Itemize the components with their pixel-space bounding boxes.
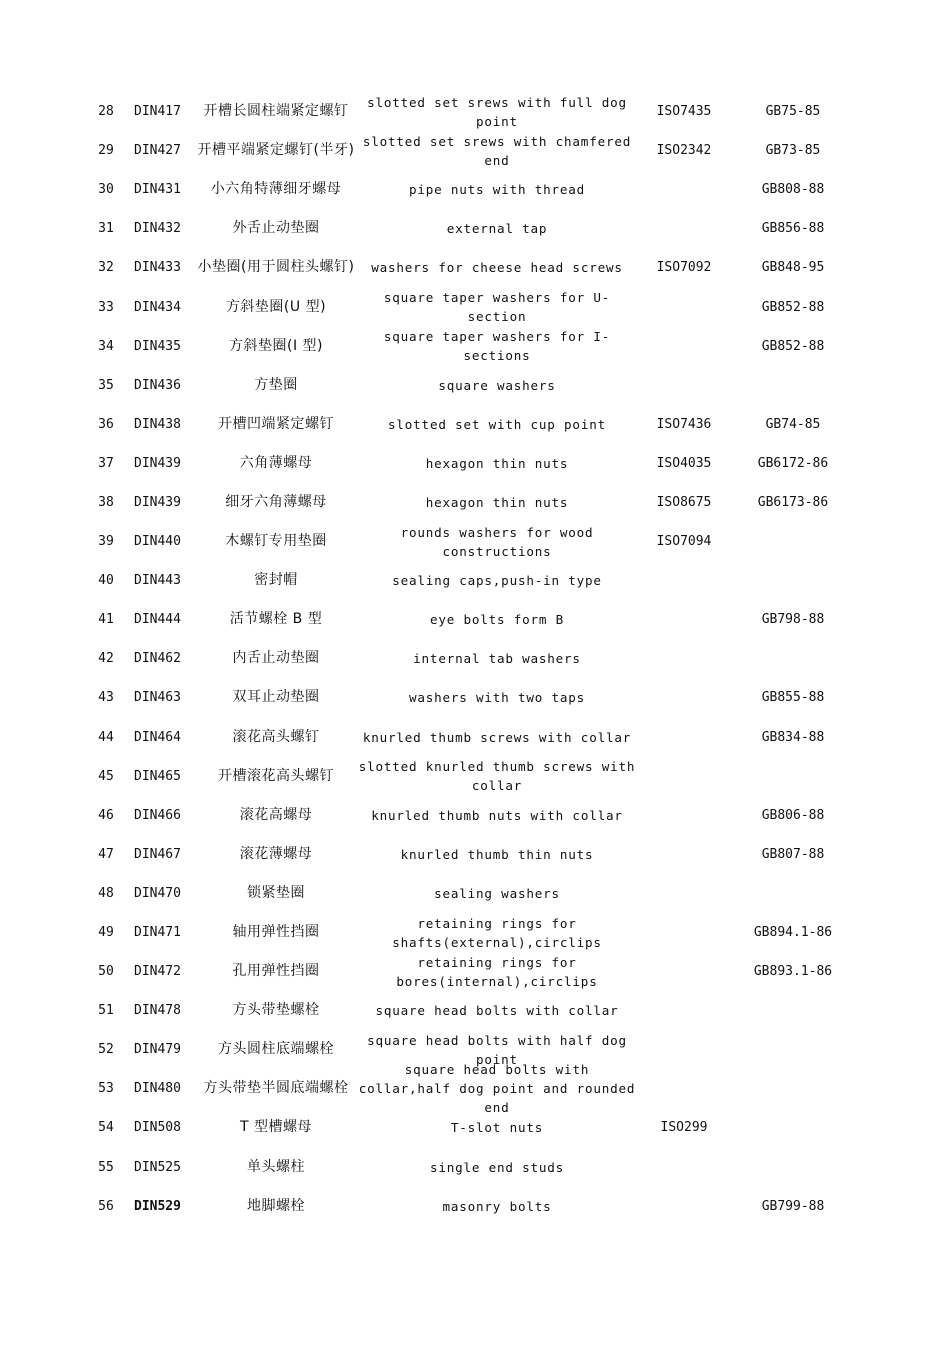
row-number: 29	[98, 143, 114, 159]
gb-code: GB6173-86	[757, 494, 829, 510]
din-code: DIN440	[134, 534, 181, 550]
din-code: DIN525	[134, 1159, 181, 1175]
row-number: 42	[98, 651, 114, 667]
din-code: DIN464	[134, 729, 181, 745]
din-code: DIN439	[134, 494, 181, 510]
english-name: washers with two taps	[408, 690, 586, 706]
chinese-name: 方头圆柱底端螺栓	[218, 1041, 334, 1058]
iso-code: ISO7092	[656, 260, 712, 276]
row-number: 51	[98, 1003, 114, 1019]
table-row	[88, 248, 858, 287]
table-row	[88, 287, 858, 326]
table-row	[88, 835, 858, 874]
din-code: DIN467	[134, 846, 181, 862]
table-row	[88, 1148, 858, 1187]
row-number: 48	[98, 885, 114, 901]
din-code: DIN438	[134, 416, 181, 432]
row-number: 45	[98, 768, 114, 784]
din-code: DIN433	[134, 260, 181, 276]
din-code: DIN443	[134, 573, 181, 589]
chinese-name: 滚花薄螺母	[239, 845, 313, 862]
chinese-name: 开槽平端紧定螺钉(半牙)	[197, 142, 355, 159]
table-row	[88, 366, 858, 405]
table-row	[88, 600, 858, 639]
gb-code: GB852-88	[761, 338, 825, 354]
table-row	[88, 757, 858, 796]
table-row	[88, 991, 858, 1030]
english-name: knurled thumb thin nuts	[400, 846, 594, 862]
row-number: 37	[98, 455, 114, 471]
row-number: 30	[98, 182, 114, 198]
chinese-name: 方垫圈	[254, 376, 298, 393]
gb-code: GB855-88	[761, 690, 825, 706]
english-name: slotted set srews with chamfered end	[362, 133, 640, 168]
english-name: retaining rings for bores(internal),circlips	[396, 954, 598, 989]
english-name: square taper washers for I-sections	[383, 329, 611, 364]
din-code: DIN432	[134, 221, 181, 237]
english-name: square taper washers for U-section	[383, 290, 611, 325]
english-name: slotted set with cup point	[388, 416, 606, 432]
chinese-name: 双耳止动垫圈	[232, 689, 320, 706]
chinese-name: 锁紧垫圈	[247, 884, 305, 901]
gb-code: GB894.1-86	[753, 925, 833, 941]
table-row	[88, 483, 858, 522]
row-number: 28	[98, 104, 114, 120]
din-code: DIN436	[134, 377, 181, 393]
chinese-name: 外舌止动垫圈	[232, 220, 320, 237]
table-row	[88, 209, 858, 248]
table-row	[88, 718, 858, 757]
english-name: sealing caps,push-in type	[392, 573, 602, 589]
iso-code: ISO8675	[656, 494, 712, 510]
gb-code: GB834-88	[761, 729, 825, 745]
din-code: DIN463	[134, 690, 181, 706]
din-code: DIN478	[134, 1003, 181, 1019]
row-number: 34	[98, 338, 114, 354]
din-code: DIN529	[134, 1198, 181, 1214]
chinese-name: 开槽长圆柱端紧定螺钉	[203, 103, 349, 120]
chinese-name: 小六角特薄细牙螺母	[210, 181, 342, 198]
row-number: 38	[98, 494, 114, 510]
iso-code: ISO7435	[656, 104, 712, 120]
english-name: knurled thumb screws with collar	[362, 729, 632, 745]
table-row	[88, 1062, 858, 1116]
din-code: DIN472	[134, 964, 181, 980]
english-name: masonry bolts	[442, 1198, 552, 1214]
gb-code: GB6172-86	[757, 455, 829, 471]
english-name: slotted set srews with full dog point	[367, 94, 636, 129]
din-code: DIN466	[134, 807, 181, 823]
gb-code: GB893.1-86	[753, 964, 833, 980]
chinese-name: 滚花高头螺钉	[232, 728, 320, 745]
table-row	[88, 170, 858, 209]
row-number: 47	[98, 846, 114, 862]
chinese-name: 开槽滚花高头螺钉	[218, 767, 334, 784]
table-row	[88, 405, 858, 444]
english-name: internal tab washers	[413, 651, 581, 667]
table-row	[88, 874, 858, 913]
english-name: retaining rings for shafts(external),circlips	[392, 915, 602, 950]
din-code: DIN471	[134, 925, 181, 941]
chinese-name: 单头螺柱	[247, 1158, 305, 1175]
row-number: 43	[98, 690, 114, 706]
english-name: rounds washers for wood constructions	[400, 524, 602, 559]
row-number: 39	[98, 534, 114, 550]
din-code: DIN431	[134, 182, 181, 198]
chinese-name: 六角薄螺母	[239, 454, 313, 471]
din-code: DIN444	[134, 612, 181, 628]
din-code: DIN470	[134, 885, 181, 901]
chinese-name: 内舌止动垫圈	[232, 650, 320, 667]
row-number: 50	[98, 964, 114, 980]
table-row	[88, 796, 858, 835]
english-name: T-slot nuts	[450, 1120, 544, 1136]
row-number: 56	[98, 1198, 114, 1214]
gb-code: GB848-95	[761, 260, 825, 276]
table-row	[88, 913, 858, 952]
gb-code: GB75-85	[765, 104, 821, 120]
english-name: pipe nuts with thread	[408, 182, 586, 198]
gb-code: GB856-88	[761, 221, 825, 237]
iso-code: ISO2342	[656, 143, 712, 159]
din-code: DIN479	[134, 1042, 181, 1058]
row-number: 46	[98, 807, 114, 823]
chinese-name: 方头带垫半圆底端螺栓	[203, 1080, 349, 1097]
chinese-name: 滚花高螺母	[239, 806, 313, 823]
chinese-name: 孔用弹性挡圈	[232, 963, 320, 980]
chinese-name: T 型槽螺母	[239, 1119, 312, 1136]
table-row	[88, 952, 858, 991]
row-number: 41	[98, 612, 114, 628]
table-row	[88, 522, 858, 561]
table-row	[88, 92, 858, 131]
din-code: DIN434	[134, 299, 181, 315]
row-number: 40	[98, 573, 114, 589]
table-row	[88, 131, 858, 170]
gb-code: GB852-88	[761, 299, 825, 315]
chinese-name: 密封帽	[254, 572, 298, 589]
iso-code: ISO7094	[656, 534, 712, 550]
gb-code: GB806-88	[761, 807, 825, 823]
gb-code: GB799-88	[761, 1198, 825, 1214]
english-name: external tap	[446, 221, 548, 237]
din-code: DIN480	[134, 1081, 181, 1097]
row-number: 31	[98, 221, 114, 237]
table-row	[88, 1187, 858, 1226]
gb-code: GB807-88	[761, 846, 825, 862]
chinese-name: 细牙六角薄螺母	[225, 493, 327, 510]
english-name: single end studs	[429, 1159, 565, 1175]
gb-code: GB74-85	[765, 416, 821, 432]
row-number: 44	[98, 729, 114, 745]
english-name: hexagon thin nuts	[425, 455, 569, 471]
chinese-name: 活节螺栓 B 型	[229, 611, 323, 628]
iso-code: ISO4035	[656, 455, 712, 471]
chinese-name: 开槽凹端紧定螺钉	[218, 415, 334, 432]
english-name: hexagon thin nuts	[425, 494, 569, 510]
chinese-name: 木螺钉专用垫圈	[225, 533, 327, 550]
din-code: DIN462	[134, 651, 181, 667]
din-code: DIN439	[134, 455, 181, 471]
english-name: slotted knurled thumb screws with collar	[358, 759, 644, 794]
row-number: 55	[98, 1159, 114, 1175]
table-row	[88, 678, 858, 717]
english-name: square washers	[438, 377, 556, 393]
row-number: 35	[98, 377, 114, 393]
iso-code: ISO7436	[656, 416, 712, 432]
table-row	[88, 639, 858, 678]
row-number: 32	[98, 260, 114, 276]
chinese-name: 方斜垫圈(I 型)	[228, 337, 323, 354]
chinese-name: 方头带垫螺栓	[232, 1002, 320, 1019]
english-name: washers for cheese head screws	[371, 260, 623, 276]
english-name: eye bolts form B	[429, 612, 565, 628]
row-number: 49	[98, 925, 114, 941]
english-name: square head bolts with half dog point	[367, 1032, 636, 1067]
gb-code: GB73-85	[765, 143, 821, 159]
english-name: square head bolts with collar	[375, 1003, 619, 1019]
english-name: knurled thumb nuts with collar	[371, 807, 623, 823]
chinese-name: 轴用弹性挡圈	[232, 924, 320, 941]
row-number: 33	[98, 299, 114, 315]
gb-code: GB808-88	[761, 182, 825, 198]
din-code: DIN465	[134, 768, 181, 784]
row-number: 36	[98, 416, 114, 432]
table-row	[88, 444, 858, 483]
din-code: DIN435	[134, 338, 181, 354]
table-row	[88, 561, 858, 600]
din-code: DIN508	[134, 1120, 181, 1136]
din-code: DIN427	[134, 143, 181, 159]
english-name: sealing washers	[434, 885, 560, 901]
iso-code: ISO299	[660, 1120, 708, 1136]
fastener-standards-table	[88, 92, 858, 1226]
chinese-name: 地脚螺栓	[247, 1197, 305, 1214]
row-number: 52	[98, 1042, 114, 1058]
english-name: square head bolts with collar,half dog point and rounded end	[358, 1062, 644, 1116]
table-row	[88, 327, 858, 366]
gb-code: GB798-88	[761, 612, 825, 628]
row-number: 53	[98, 1081, 114, 1097]
chinese-name: 方斜垫圈(U 型)	[225, 298, 327, 315]
din-code: DIN417	[134, 104, 181, 120]
chinese-name: 小垫圈(用于圆柱头螺钉)	[197, 259, 355, 276]
row-number: 54	[98, 1120, 114, 1136]
